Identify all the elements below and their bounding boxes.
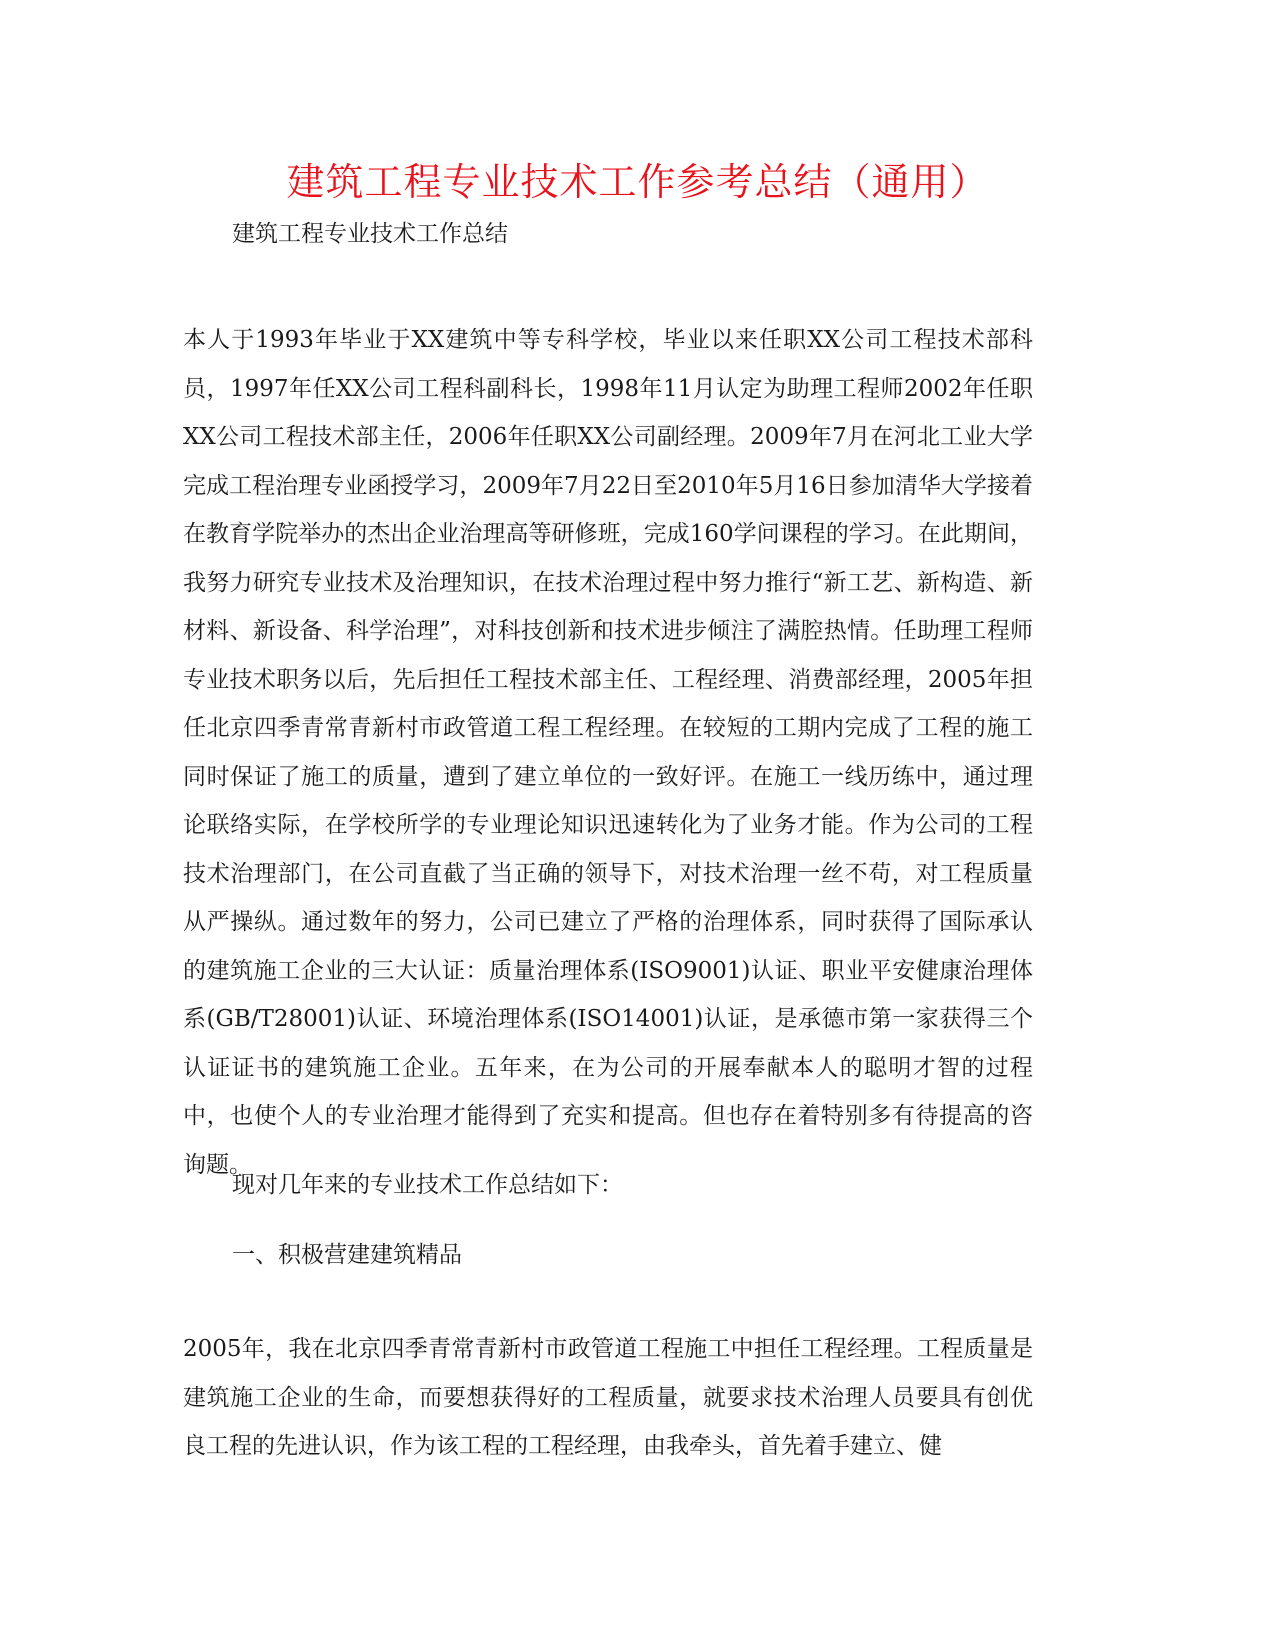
document-subtitle: 建筑工程专业技术工作总结 [232,221,508,247]
document-title: 建筑工程专业技术工作参考总结（通用） [286,160,989,204]
summary-intro-line: 现对几年来的专业技术工作总结如下： [232,1172,623,1198]
body-paragraph-2: 2005年，我在北京四季青常青新村市政管道工程施工中担任工程经理。工程质量是建筑施工企业的生命，而要想获得好的工程质量，就要求技术治理人员要具有创优良工程的先进认识，作为该工程的工程经理，由我牵头，首先着手建立、健 [183,1336,1033,1459]
body-paragraph-1: 本人于1993年毕业于XX建筑中等专科学校，毕业以来任职XX公司工程技术部科员，1997年任XX公司工程科副科长，1998年11月认定为助理工程师2002年任职XX公司工程技术部主任，2006年任职XX公司副经理。2009年7月在河北工业大学完成工程治理专业函授学习，2009年7月22日至2010年5月16日参加清华大学接着在教育学院举办的杰出企业治理高等研修班，完成160学问课程的学习。在此期间，我努力研究专业技术及治理知识，在技术治理过程中努力推行“新工艺、新构造、新材料、新设备、科学治理”，对科技创新和技术进步倾注了满腔热情。任助理工程师专业技术职务以后，先后担任工程技术部主任、工程经理、消费部经理，2005年担任北京四季青常青新村市政管道工程工程经理。在较短的工期内完成了工程的施工同时保证了施工的质量，遭到了建立单位的一致好评。在施工一线历练中，通过理论联络实际，在学校所学的专业理论知识迅速转化为了业务才能。作为公司的工程技术治理部门，在公司直截了当正确的领导下，对技术治理一丝不苟，对工程质量从严操纵。通过数年的努力，公司已建立了严格的治理体系，同时获得了国际承认的建筑施工企业的三大认证：质量治理体系(ISO9001)认证、职业平安健康治理体系(GB/T28001)认证、环境治理体系(ISO14001)认证，是承德市第一家获得三个认证证书的建筑施工企业。五年来，在为公司的开展奉献本人的聪明才智的过程中，也使个人的专业治理才能得到了充实和提高。但也存在着特别多有待提高的咨询题。 [183,327,1033,1178]
section-heading-1: 一、积极营建建筑精品 [232,1242,462,1268]
